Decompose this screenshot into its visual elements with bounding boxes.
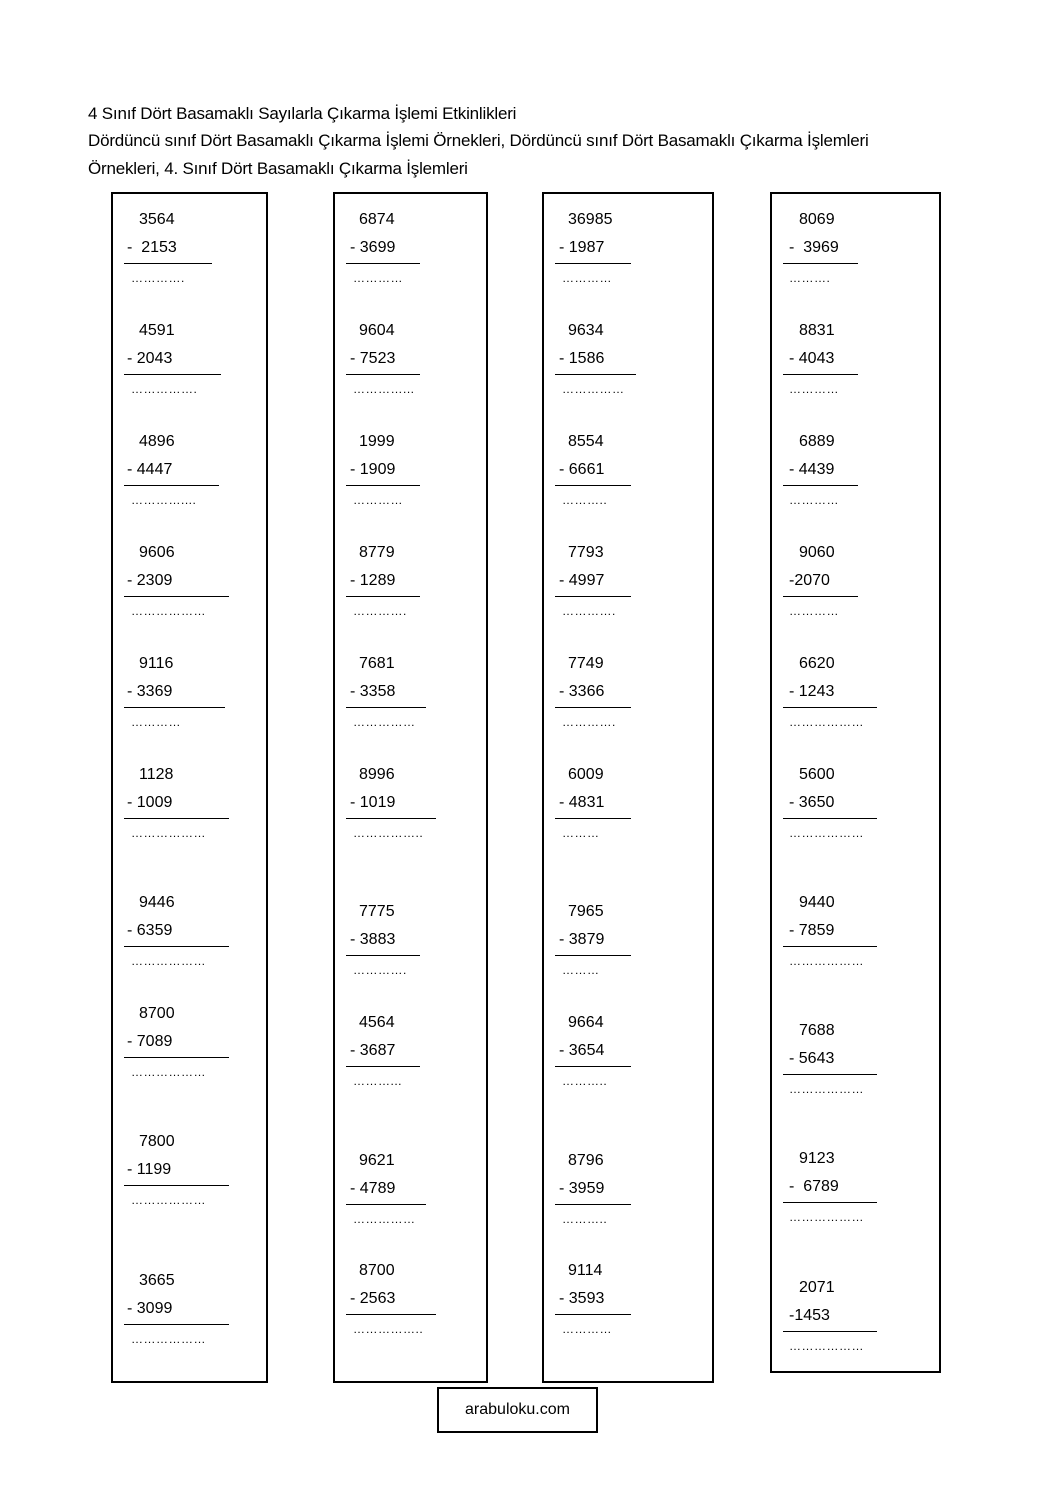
- answer-line: [783, 485, 858, 486]
- answer-blank[interactable]: ………..: [562, 493, 608, 507]
- subtrahend: - 4043: [789, 350, 835, 367]
- problem-column-4: [770, 192, 941, 1373]
- subtrahend: - 4439: [789, 461, 835, 478]
- subtrahend: - 3687: [350, 1042, 396, 1059]
- answer-blank[interactable]: ………………: [789, 954, 864, 968]
- subtrahend: - 3959: [559, 1180, 605, 1197]
- answer-line: [346, 1314, 436, 1315]
- answer-blank[interactable]: …………….: [131, 382, 198, 396]
- answer-line: [783, 1331, 877, 1332]
- minuend: 9446: [139, 894, 175, 911]
- answer-line: [555, 955, 631, 956]
- answer-blank[interactable]: ………………: [789, 1210, 864, 1224]
- minuend: 6889: [799, 433, 835, 450]
- answer-line: [555, 596, 631, 597]
- answer-blank[interactable]: …………: [789, 604, 839, 618]
- answer-blank[interactable]: ………: [562, 963, 600, 977]
- subtrahend: - 3883: [350, 931, 396, 948]
- answer-line: [124, 374, 221, 375]
- subtrahend: - 4831: [559, 794, 605, 811]
- minuend: 6009: [568, 766, 604, 783]
- answer-blank[interactable]: ………………: [131, 954, 206, 968]
- subtrahend: - 4997: [559, 572, 605, 589]
- answer-blank[interactable]: ………..: [562, 1074, 608, 1088]
- minuend: 1128: [139, 766, 174, 783]
- answer-line: [124, 596, 229, 597]
- answer-blank[interactable]: ………….: [353, 604, 407, 618]
- minuend: 9634: [568, 322, 604, 339]
- title-line-1: 4 Sınıf Dört Basamaklı Sayılarla Çıkarma İşlemi Etkinlikleri: [88, 104, 517, 123]
- answer-blank[interactable]: …………: [353, 493, 403, 507]
- subtrahend: - 1909: [350, 461, 396, 478]
- subtrahend: - 7523: [350, 350, 396, 367]
- minuend: 8996: [359, 766, 395, 783]
- minuend: 6620: [799, 655, 835, 672]
- answer-line: [783, 707, 877, 708]
- minuend: 8700: [139, 1005, 175, 1022]
- answer-blank[interactable]: ………….: [353, 963, 407, 977]
- minuend: 8700: [359, 1262, 395, 1279]
- minuend: 9606: [139, 544, 175, 561]
- minuend: 1999: [359, 433, 395, 450]
- subtrahend: - 3593: [559, 1290, 605, 1307]
- subtrahend: - 2563: [350, 1290, 396, 1307]
- answer-line: [124, 485, 219, 486]
- answer-blank[interactable]: ………………: [789, 1339, 864, 1353]
- subtrahend: - 1199: [127, 1161, 172, 1178]
- answer-blank[interactable]: ………….: [562, 604, 616, 618]
- problem-column-2: [333, 192, 488, 1383]
- minuend: 4896: [139, 433, 175, 450]
- answer-line: [783, 946, 877, 947]
- minuend: 8796: [568, 1152, 604, 1169]
- answer-line: [346, 818, 436, 819]
- answer-blank[interactable]: …………....: [131, 493, 197, 507]
- answer-line: [555, 485, 631, 486]
- minuend: 7800: [139, 1133, 175, 1150]
- answer-blank[interactable]: …………: [789, 382, 839, 396]
- subtrahend: - 6661: [559, 461, 605, 478]
- subtrahend: - 2309: [127, 572, 173, 589]
- subtrahend: - 3366: [559, 683, 605, 700]
- answer-blank[interactable]: ……….: [789, 271, 831, 285]
- answer-blank[interactable]: …………: [131, 715, 181, 729]
- subtrahend: - 1586: [559, 350, 605, 367]
- answer-line: [555, 1204, 631, 1205]
- answer-blank[interactable]: …………: [562, 271, 612, 285]
- answer-line: [346, 596, 420, 597]
- answer-line: [346, 485, 420, 486]
- title-line-2: Dördüncü sınıf Dört Basamaklı Çıkarma İşlemi Örnekleri, Dördüncü sınıf Dört Basamaklı Çıkarma İşlemleri: [88, 131, 869, 150]
- minuend: 3665: [139, 1272, 175, 1289]
- minuend: 4564: [359, 1014, 395, 1031]
- answer-blank[interactable]: ………….: [131, 271, 185, 285]
- subtrahend: - 3099: [127, 1300, 173, 1317]
- answer-line: [555, 818, 631, 819]
- answer-line: [346, 263, 420, 264]
- subtrahend: - 2153: [127, 239, 177, 256]
- minuend: 9604: [359, 322, 395, 339]
- minuend: 4591: [139, 322, 175, 339]
- answer-line: [783, 263, 858, 264]
- answer-line: [555, 374, 636, 375]
- answer-line: [124, 1057, 229, 1058]
- subtrahend: - 3654: [559, 1042, 605, 1059]
- answer-line: [783, 374, 858, 375]
- answer-blank[interactable]: ………………: [789, 826, 864, 840]
- minuend: 3564: [139, 211, 175, 228]
- subtrahend: - 6359: [127, 922, 173, 939]
- answer-line: [783, 818, 877, 819]
- minuend: 7965: [568, 903, 604, 920]
- minuend: 9440: [799, 894, 835, 911]
- minuend: 7749: [568, 655, 604, 672]
- answer-line: [124, 1324, 229, 1325]
- answer-line: [346, 1204, 426, 1205]
- subtrahend: - 4447: [127, 461, 173, 478]
- answer-blank[interactable]: ……………..: [353, 826, 424, 840]
- answer-blank[interactable]: ………………: [131, 1065, 206, 1079]
- subtrahend: - 6789: [789, 1178, 839, 1195]
- subtrahend: - 4789: [350, 1180, 396, 1197]
- minuend: 7681: [359, 655, 395, 672]
- subtrahend: - 1243: [789, 683, 835, 700]
- subtrahend: - 1009: [127, 794, 173, 811]
- answer-line: [783, 1074, 877, 1075]
- minuend: 7775: [359, 903, 395, 920]
- answer-line: [124, 707, 225, 708]
- answer-line: [783, 1202, 877, 1203]
- minuend: 2071: [799, 1279, 835, 1296]
- minuend: 8831: [799, 322, 835, 339]
- minuend: 7793: [568, 544, 604, 561]
- answer-blank[interactable]: …………: [353, 271, 403, 285]
- problem-column-1: [111, 192, 268, 1383]
- answer-blank[interactable]: ……………: [353, 715, 416, 729]
- answer-line: [783, 596, 858, 597]
- answer-blank[interactable]: ………………: [789, 1082, 864, 1096]
- subtrahend: - 7089: [127, 1033, 173, 1050]
- answer-blank[interactable]: …………: [789, 493, 839, 507]
- answer-blank[interactable]: ………………: [131, 1332, 206, 1346]
- minuend: 9664: [568, 1014, 604, 1031]
- answer-blank[interactable]: ………………: [789, 715, 864, 729]
- answer-blank[interactable]: ………….: [562, 715, 616, 729]
- answer-line: [346, 374, 420, 375]
- title-line-3: Örnekleri, 4. Sınıf Dört Basamaklı Çıkarma İşlemleri: [88, 159, 468, 178]
- subtrahend: - 2043: [127, 350, 173, 367]
- answer-line: [555, 1314, 631, 1315]
- subtrahend: - 1289: [350, 572, 396, 589]
- answer-blank[interactable]: ………..: [562, 1212, 608, 1226]
- answer-blank[interactable]: ………………: [131, 826, 206, 840]
- problem-column-3: [542, 192, 714, 1383]
- minuend: 5600: [799, 766, 835, 783]
- minuend: 8069: [799, 211, 835, 228]
- answer-blank[interactable]: ………………: [131, 1193, 206, 1207]
- answer-blank[interactable]: ………...: [353, 1074, 403, 1088]
- answer-blank[interactable]: …………: [562, 1322, 612, 1336]
- subtrahend: - 7859: [789, 922, 835, 939]
- minuend: 8554: [568, 433, 604, 450]
- site-name: arabuloku.com: [465, 1401, 570, 1418]
- minuend: 9114: [568, 1262, 603, 1279]
- minuend: 9123: [799, 1150, 835, 1167]
- answer-line: [124, 1185, 229, 1186]
- answer-line: [346, 955, 420, 956]
- answer-line: [124, 263, 212, 264]
- subtrahend: - 3699: [350, 239, 396, 256]
- subtrahend: -1453: [789, 1307, 830, 1324]
- answer-blank[interactable]: …………...: [353, 382, 415, 396]
- subtrahend: - 1987: [559, 239, 605, 256]
- minuend: 9060: [799, 544, 835, 561]
- answer-blank[interactable]: ……………: [562, 382, 625, 396]
- answer-line: [555, 1066, 631, 1067]
- subtrahend: - 1019: [350, 794, 396, 811]
- minuend: 8779: [359, 544, 395, 561]
- minuend: 6874: [359, 211, 395, 228]
- answer-line: [555, 707, 631, 708]
- minuend: 7688: [799, 1022, 835, 1039]
- minuend: 9621: [359, 1152, 395, 1169]
- answer-line: [124, 946, 229, 947]
- site-footer-box: [437, 1387, 598, 1433]
- subtrahend: -2070: [789, 572, 830, 589]
- answer-blank[interactable]: ………: [562, 826, 600, 840]
- subtrahend: - 3369: [127, 683, 173, 700]
- answer-line: [555, 263, 631, 264]
- answer-line: [346, 1066, 420, 1067]
- subtrahend: - 3879: [559, 931, 605, 948]
- answer-blank[interactable]: ……………..: [353, 1322, 424, 1336]
- subtrahend: - 3650: [789, 794, 835, 811]
- minuend: 36985: [568, 211, 613, 228]
- answer-blank[interactable]: ……………: [353, 1212, 416, 1226]
- subtrahend: - 3969: [789, 239, 839, 256]
- answer-line: [124, 818, 229, 819]
- answer-blank[interactable]: ………………: [131, 604, 206, 618]
- minuend: 9116: [139, 655, 174, 672]
- answer-line: [346, 707, 426, 708]
- subtrahend: - 3358: [350, 683, 396, 700]
- subtrahend: - 5643: [789, 1050, 835, 1067]
